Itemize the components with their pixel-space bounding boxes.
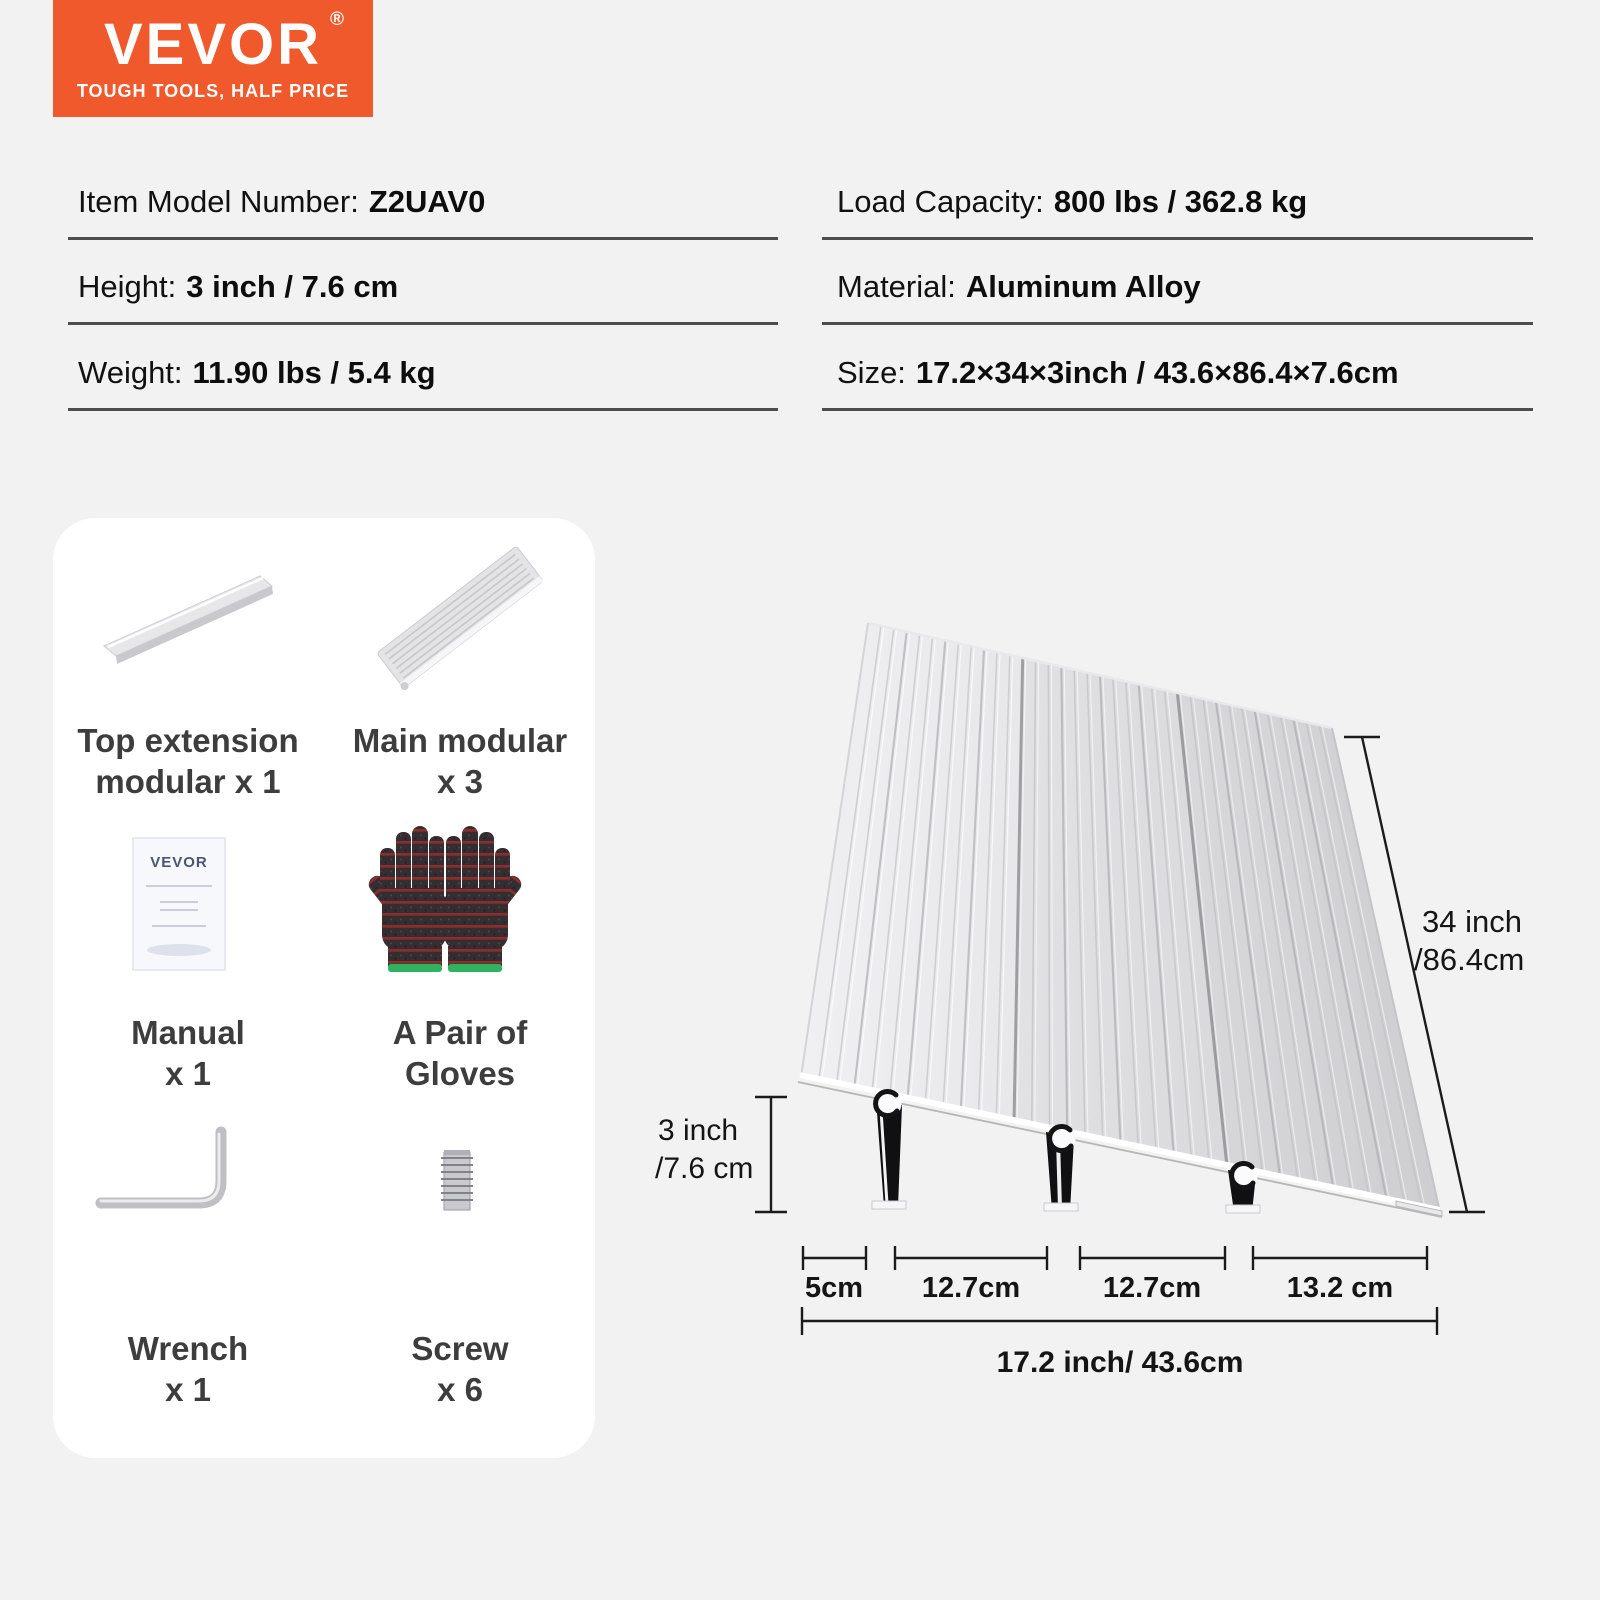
gloves-image [366, 826, 525, 972]
item-label-top-extension [53, 720, 323, 802]
spec-label: Material: [837, 269, 956, 304]
spec-value: 3 inch / 7.6 cm [186, 269, 399, 304]
height-dim-label-line2: /7.6 cm [655, 1152, 754, 1185]
item-label-line: modular x 1 [95, 763, 281, 800]
segment-dim-label-2: 12.7cm [921, 1272, 1021, 1304]
item-label-line: x 1 [165, 1371, 211, 1408]
screw-image [441, 1150, 473, 1210]
registered-mark: ® [330, 8, 345, 30]
brand-tagline: TOUGH TOOLS, HALF PRICE [76, 80, 350, 101]
total-width-dim-label: 17.2 inch/ 43.6cm [996, 1346, 1244, 1379]
top-extension-modular-image [104, 576, 273, 664]
spec-label: Load Capacity: [837, 184, 1044, 219]
spec-value: 11.90 lbs / 5.4 kg [192, 355, 436, 390]
item-label-line: Manual [131, 1014, 245, 1051]
main-modular-image [375, 546, 545, 692]
slope-dim-label-line2: /86.4cm [1414, 942, 1525, 977]
spec-value: 17.2×34×3inch / 43.6×86.4×7.6cm [915, 355, 1399, 390]
spec-value: 800 lbs / 362.8 kg [1053, 184, 1308, 219]
item-label-line: Top extension [77, 722, 299, 759]
spec-label: Weight: [78, 355, 183, 390]
item-label-gloves [325, 1012, 595, 1094]
item-label-line: Wrench [127, 1330, 249, 1367]
segment-dim-label-1: 5cm [804, 1272, 864, 1304]
spec-value: Z2UAV0 [368, 184, 486, 219]
spec-label: Item Model Number: [78, 184, 359, 219]
item-label-screw [325, 1328, 595, 1410]
item-label-line: A Pair of [392, 1014, 528, 1051]
item-label-line: x 3 [437, 763, 483, 800]
ramp-illustration [798, 623, 1442, 1217]
item-label-manual [53, 1012, 323, 1094]
item-label-main-modular [325, 720, 595, 802]
item-label-line: Gloves [404, 1055, 516, 1092]
clamp-hook-icon [875, 1091, 902, 1118]
slope-dim-label-line1: 34 inch [1422, 904, 1522, 939]
item-label-line: Screw [411, 1330, 509, 1367]
manual-paper-logo: VEVOR [150, 854, 208, 871]
item-label-line: Main modular [352, 722, 568, 759]
clamp-hook-icon [1231, 1163, 1258, 1190]
clamp-hook-icon [1049, 1126, 1076, 1153]
item-label-line: x 6 [437, 1371, 483, 1408]
segment-dim-label-3: 12.7cm [1102, 1272, 1202, 1304]
spec-label: Size: [837, 355, 906, 390]
item-label-wrench [53, 1328, 323, 1410]
height-dim-label-line1: 3 inch [658, 1114, 739, 1147]
spec-value: Aluminum Alloy [965, 269, 1201, 304]
brand-name-text: VEVOR [103, 11, 323, 77]
spec-label: Height: [78, 269, 177, 304]
wrench-image [101, 1132, 221, 1203]
segment-dim-label-4: 13.2 cm [1286, 1272, 1394, 1304]
item-label-line: x 1 [165, 1055, 211, 1092]
